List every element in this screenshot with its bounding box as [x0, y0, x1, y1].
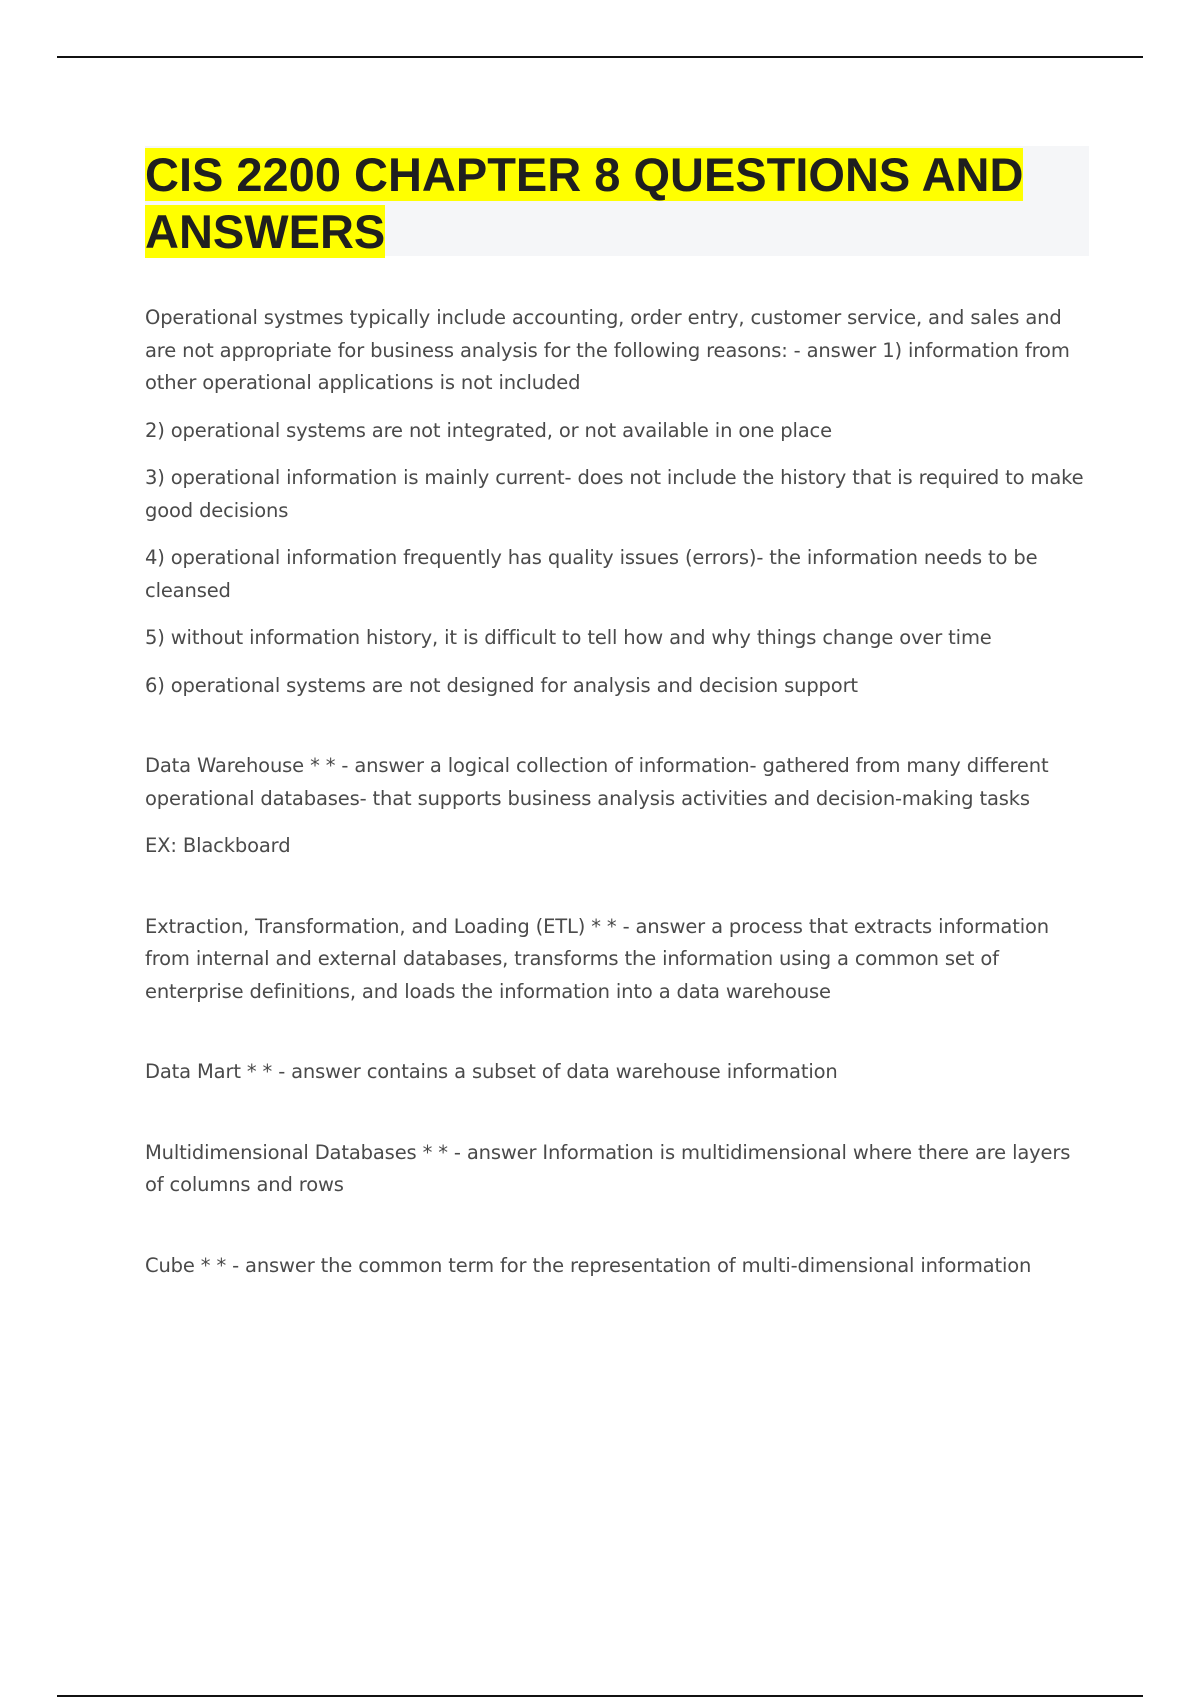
qa-cube: Cube * * - answer the common term for the representation of multi-dimensional information: [145, 1253, 1032, 1277]
reason-3: 3) operational information is mainly current- does not include the history that is required to make good decisions: [145, 466, 1084, 522]
document-title-text: CIS 2200 CHAPTER 8 QUESTIONS AND ANSWERS: [145, 148, 1024, 258]
bottom-divider: [57, 1695, 1143, 1697]
qa-data-warehouse: Data Warehouse * * - answer a logical collection of information- gathered from many different operational databases- that supports business analysis activities and decision-making tasks: [145, 754, 1049, 810]
top-divider: [57, 56, 1143, 58]
document-body: [145, 302, 1091, 1297]
qa-etl: Extraction, Transformation, and Loading (ETL) * * - answer a process that extracts information from internal and external databases, transforms the information using a common set of enterprise definitions, and loads the information into a data warehouse: [145, 914, 1049, 1003]
qa-operational-systems: Operational systmes typically include accounting, order entry, customer service, and sales and are not appropriate for business analysis for the following reasons: - answer 1) information from other operational applications is not included: [145, 306, 1070, 394]
qa-multidimensional-databases: Multidimensional Databases * * - answer Information is multidimensional where there are layers of columns and rows: [145, 1140, 1071, 1196]
qa-data-mart: Data Mart * * - answer contains a subset of data warehouse information: [145, 1060, 838, 1083]
reason-5: 5) without information history, it is difficult to tell how and why things change over time: [145, 626, 992, 649]
reason-6: 6) operational systems are not designed for analysis and decision support: [145, 673, 858, 697]
data-warehouse-example: EX: Blackboard: [145, 834, 291, 857]
reason-4: 4) operational information frequently has quality issues (errors)- the information needs to be cleansed: [145, 546, 1038, 602]
reason-2: 2) operational systems are not integrated, or not available in one place: [145, 418, 832, 442]
document-title: [145, 146, 1089, 260]
